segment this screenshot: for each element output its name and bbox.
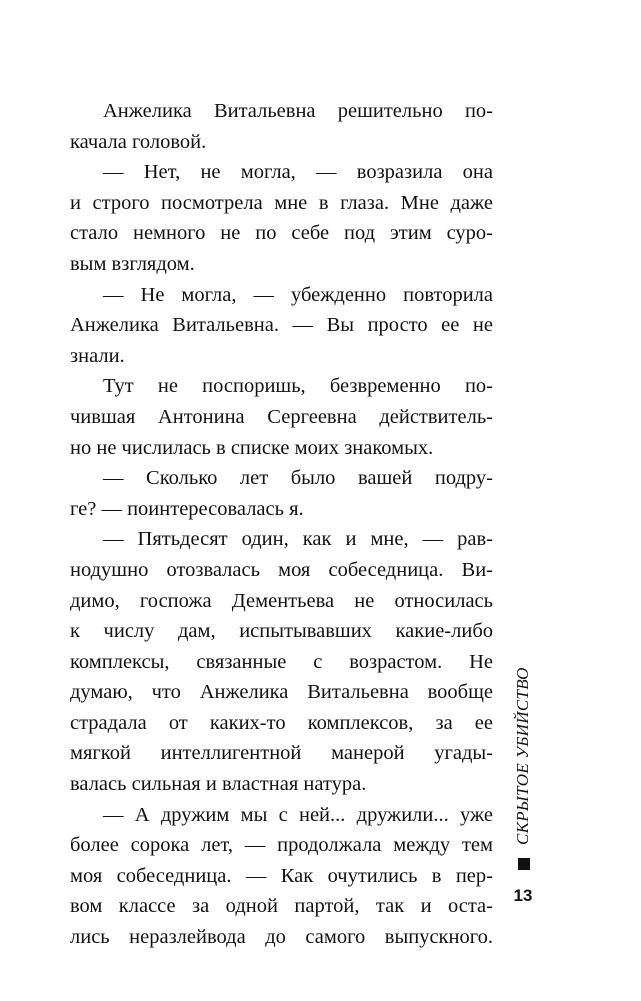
body-text bbox=[70, 96, 493, 953]
text-line: мягкой интеллигентной манерой угады- bbox=[70, 742, 493, 765]
text-line: Тут не поспоришь, безвременно по- bbox=[103, 375, 493, 398]
text-line: к числу дам, испытывавших какие-либо bbox=[70, 620, 493, 643]
text-line: качала головой. bbox=[70, 130, 207, 153]
text-line: — Нет, не могла, — возразила она bbox=[103, 161, 493, 184]
text-line: вом классе за одной партой, так и оста- bbox=[70, 895, 493, 918]
text-line: ге? — поинтересовалась я. bbox=[70, 497, 304, 520]
text-line: вым взглядом. bbox=[70, 252, 195, 275]
text-line: но не числилась в списке моих знакомых. bbox=[70, 436, 434, 459]
text-line: Анжелика Витальевна. — Вы просто ее не bbox=[70, 314, 493, 337]
running-title-marker bbox=[518, 858, 530, 870]
text-line: более сорока лет, — продолжала между тем bbox=[70, 834, 493, 857]
running-title: СКРЫТОЕ УБИЙСТВО bbox=[513, 667, 532, 845]
text-line: моя собеседница. — Как очутились в пер- bbox=[70, 864, 493, 887]
text-line: и строго посмотрела мне в глаза. Мне даже bbox=[70, 191, 493, 214]
text-line: — Сколько лет было вашей подру- bbox=[103, 467, 493, 490]
text-line: нодушно отозвалась моя собеседница. Ви- bbox=[70, 558, 493, 581]
text-line: димо, госпожа Дементьева не относилась bbox=[70, 589, 493, 612]
text-line: — А дружим мы с ней... дружили... уже bbox=[103, 803, 493, 826]
text-line: валась сильная и властная натура. bbox=[70, 773, 367, 796]
page-number: 13 bbox=[513, 886, 533, 905]
text-line: комплексы, связанные с возрастом. Не bbox=[70, 650, 493, 673]
text-line: стало немного не по себе под этим суро- bbox=[70, 222, 493, 245]
text-line: чившая Антонина Сергеевна действитель- bbox=[70, 405, 493, 428]
text-line: лись неразлейвода до самого выпускного. bbox=[70, 926, 493, 949]
text-line: — Пятьдесят один, как и мне, — рав- bbox=[103, 528, 493, 551]
text-line: думаю, что Анжелика Витальевна вообще bbox=[70, 681, 493, 704]
text-line: Анжелика Витальевна решительно по- bbox=[103, 100, 493, 122]
text-line: — Не могла, — убежденно повторила bbox=[103, 283, 493, 306]
text-line: знали. bbox=[70, 344, 125, 367]
text-line: страдала от каких-то комплексов, за ее bbox=[70, 711, 493, 734]
